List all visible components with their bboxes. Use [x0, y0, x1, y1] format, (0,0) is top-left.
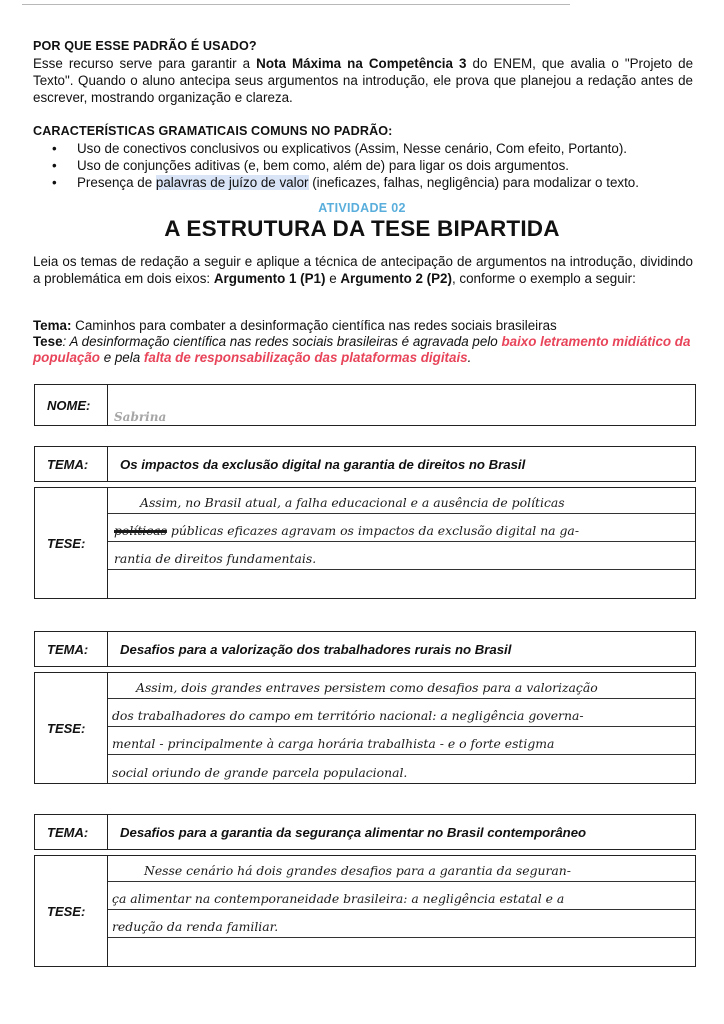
page-title: A ESTRUTURA DA TESE BIPARTIDA	[164, 216, 560, 241]
name-row	[34, 384, 696, 426]
tese-label: TESE:	[35, 856, 108, 966]
tema-label: TEMA:	[35, 815, 108, 849]
why-bold: Nota Máxima na Competência 3	[256, 56, 467, 71]
writing-line	[108, 912, 695, 938]
tese-label: TESE:	[35, 488, 108, 598]
activity-label: ATIVIDADE 02	[318, 201, 406, 215]
tese-row-1	[34, 487, 696, 599]
example-tese-label: Tese	[33, 334, 63, 349]
list-item: • Uso de conjunções aditivas (e, bem como, além de) para ligar os dois argumentos.	[33, 157, 693, 174]
writing-line	[108, 757, 695, 783]
writing-line	[108, 884, 695, 910]
tema-label: TEMA:	[35, 447, 108, 481]
example-tema	[33, 318, 693, 334]
tema-text-3: Desafios para a garantia da segurança alimentar no Brasil contemporâneo	[120, 824, 587, 840]
tese-field-1[interactable]	[108, 488, 695, 598]
writing-line	[108, 516, 695, 542]
instructions	[33, 253, 693, 287]
handwritten-line: Assim, no Brasil atual, a falha educacional e a ausência de políticas	[140, 495, 565, 510]
features-heading: CARACTERÍSTICAS GRAMATICAIS COMUNS NO PADRÃO:	[33, 124, 393, 138]
example-block	[33, 318, 693, 366]
example-tese-text-3: .	[467, 350, 472, 365]
tema-row-1	[34, 446, 696, 482]
example-tese	[33, 334, 693, 366]
tema-text-2: Desafios para a valorização dos trabalhadores rurais no Brasil	[120, 641, 512, 657]
writing-line	[108, 544, 695, 570]
tema-label: TEMA:	[35, 632, 108, 666]
writing-line	[108, 856, 695, 882]
example-tema-label: Tema:	[33, 318, 72, 333]
handwritten-line: social oriundo de grande parcela populacional.	[112, 765, 408, 780]
handwritten-line: Assim, dois grandes entraves persistem como desafios para a valorização	[136, 680, 598, 695]
example-tema-text: Caminhos para combater a desinformação científica nas redes sociais brasileiras	[71, 318, 557, 333]
why-text-1: Esse recurso serve para garantir a	[33, 56, 257, 71]
writing-line	[108, 940, 695, 966]
writing-line	[108, 729, 695, 755]
list-item: • Uso de conectivos conclusivos ou explicativos (Assim, Nesse cenário, Com efeito, Portanto).	[33, 140, 693, 157]
name-handwritten: Sabrina	[114, 410, 167, 424]
example-argument-1: baixo letramento midiático da população	[33, 334, 691, 365]
bullet3-text-1: Presença de	[77, 175, 156, 190]
writing-line	[108, 572, 695, 598]
example-argument-2: falta de responsabilização das plataformas digitais	[143, 350, 468, 365]
tese-row-2	[34, 672, 696, 784]
tema-row-3	[34, 814, 696, 850]
tese-label: TESE:	[35, 673, 108, 783]
handwritten-text: públicas eficazes agravam os impactos da exclusão digital na ga-	[166, 523, 580, 538]
struck-word: políticas	[114, 523, 167, 538]
why-heading: POR QUE ESSE PADRÃO É USADO?	[33, 39, 257, 53]
example-tese-text-2: e pela	[99, 350, 144, 365]
top-divider	[22, 4, 570, 5]
features-list	[33, 140, 693, 191]
handwritten-line: mental - principalmente à carga horária trabalhista - e o forte estigma	[112, 736, 555, 751]
example-tese-text-1: : A desinformação científica nas redes sociais brasileiras é agravada pelo	[62, 334, 502, 349]
handwritten-line: redução da renda familiar.	[112, 919, 279, 934]
intro-section	[33, 38, 693, 191]
writing-line	[108, 488, 695, 514]
handwritten-line: ça alimentar na contemporaneidade brasileira: a negligência estatal e a	[112, 891, 565, 906]
highlighted-text: palavras de juízo de valor	[155, 175, 309, 190]
tese-row-3	[34, 855, 696, 967]
handwritten-line: Nesse cenário há dois grandes desafios para a garantia da seguran-	[144, 863, 571, 878]
bullet3-text-2: (ineficazes, falhas, negligência) para modalizar o texto.	[308, 175, 639, 190]
writing-line	[108, 673, 695, 699]
handwritten-line: rantia de direitos fundamentais.	[114, 551, 317, 566]
why-paragraph	[33, 55, 693, 106]
instr-text-1: Leia os temas de redação a seguir e aplique a técnica de antecipação de argumentos na introdução, dividindo a problemática em dois eixos:	[33, 254, 693, 286]
instr-and: e	[325, 271, 341, 286]
tese-field-3[interactable]	[108, 856, 695, 966]
name-label: NOME:	[35, 385, 108, 425]
arg1-label: Argumento 1 (P1)	[213, 271, 326, 286]
arg2-label: Argumento 2 (P2)	[340, 271, 452, 286]
tese-field-2[interactable]	[108, 673, 695, 783]
tema-text-1: Os impactos da exclusão digital na garantia de direitos no Brasil	[120, 456, 526, 472]
handwritten-line: dos trabalhadores do campo em território nacional: a negligência governa-	[112, 708, 584, 723]
instr-text-2: , conforme o exemplo a seguir:	[451, 271, 636, 286]
list-item	[33, 174, 693, 191]
name-field[interactable]	[108, 385, 695, 425]
handwritten-line	[114, 523, 579, 538]
writing-line	[108, 701, 695, 727]
tema-row-2	[34, 631, 696, 667]
why-text-2: do ENEM, que avalia o "Projeto de Texto". Quando o aluno antecipa seus argumentos na introdução, ele prova que planejou a redação antes de escrever, mostrando organização e clareza.	[33, 56, 694, 105]
